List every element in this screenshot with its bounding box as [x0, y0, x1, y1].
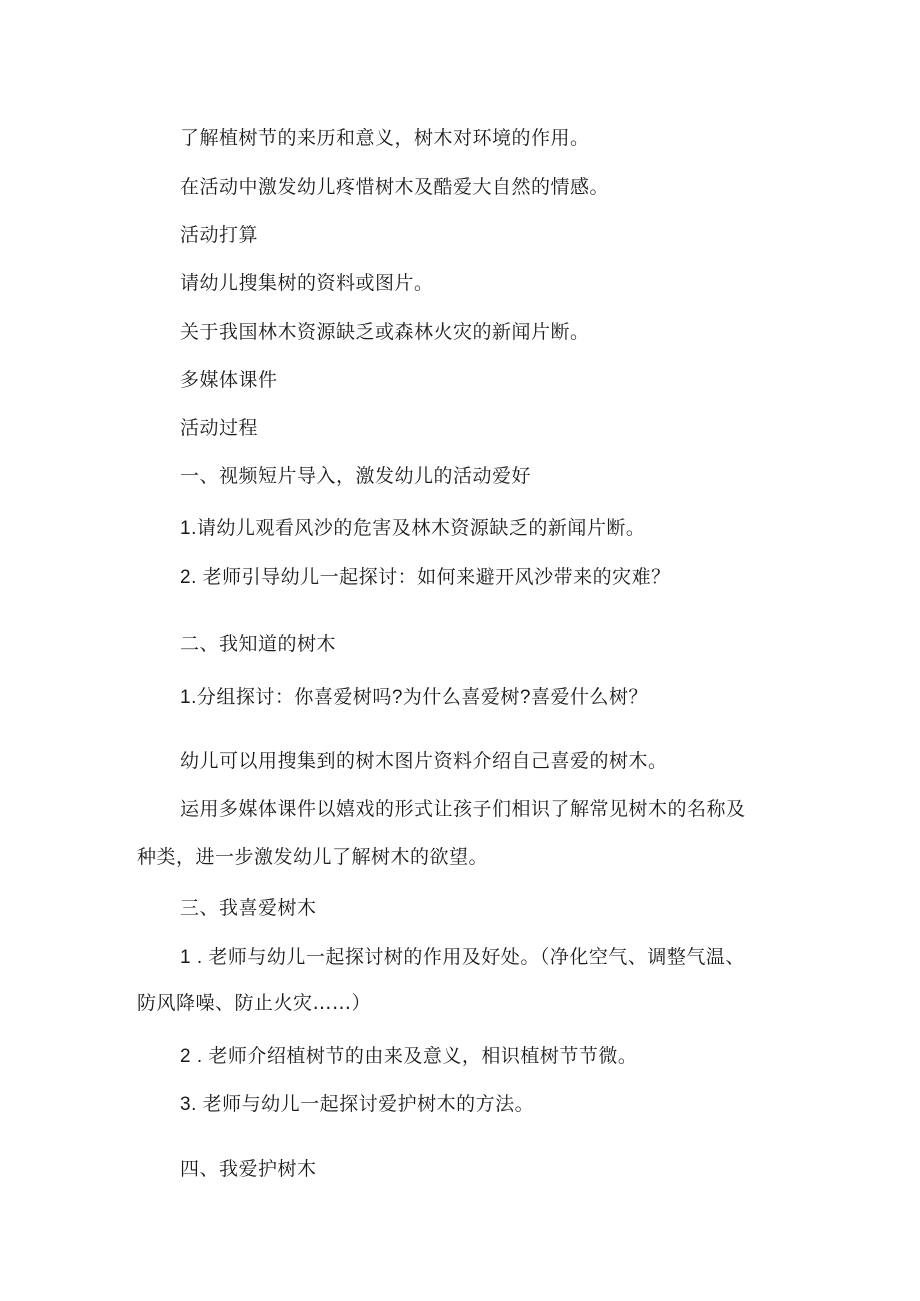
paragraph-prep-3: 多媒体课件: [180, 369, 278, 391]
section-heading-2: 二、我知道的树木: [180, 633, 337, 655]
paragraph-2-3-line-2: 种类，进一步激发幼儿了解树木的欲望。: [137, 846, 489, 868]
list-item-3-1-line-2: 防风降噪、防止火灾……）: [137, 992, 372, 1014]
section-heading-3: 三、我喜爱树木: [180, 897, 317, 919]
section-heading-1: 一、视频短片导入，激发幼儿的活动爱好: [180, 465, 532, 487]
list-item-3-3: 3. 老师与幼儿一起探讨爱护树木的方法。: [180, 1094, 535, 1115]
list-item-3-2: 2 . 老师介绍植树节的由来及意义，相识植树节节微。: [180, 1046, 638, 1067]
paragraph-prep-2: 关于我国林木资源缺乏或森林火灾的新闻片断。: [180, 321, 590, 343]
list-item-2-1: 1.分组探讨：你喜爱树吗?为什么喜爱树?喜爱什么树？: [180, 687, 648, 708]
list-item-3-1-line-1: 1 . 老师与幼儿一起探讨树的作用及好处。（净化空气、调整气温、: [180, 947, 745, 968]
heading-preparation: 活动打算: [180, 224, 259, 246]
heading-process: 活动过程: [180, 417, 259, 439]
paragraph-prep-1: 请幼儿搜集树的资料或图片。: [180, 272, 434, 294]
section-heading-4: 四、我爱护树木: [180, 1158, 317, 1180]
list-item-1-1: 1.请幼儿观看风沙的危害及林木资源缺乏的新闻片断。: [180, 518, 646, 539]
paragraph-goal-1: 了解植树节的来历和意义，树木对环境的作用。: [180, 127, 590, 149]
paragraph-2-3-line-1: 运用多媒体课件以嬉戏的形式让孩子们相识了解常见树木的名称及: [180, 798, 746, 820]
list-item-1-2: 2. 老师引导幼儿一起探讨：如何来避开风沙带来的灾难？: [180, 567, 671, 588]
paragraph-2-2: 幼儿可以用搜集到的树木图片资料介绍自己喜爱的树木。: [180, 750, 668, 772]
paragraph-goal-2: 在活动中激发幼儿疼惜树木及酷爱大自然的情感。: [180, 176, 610, 198]
